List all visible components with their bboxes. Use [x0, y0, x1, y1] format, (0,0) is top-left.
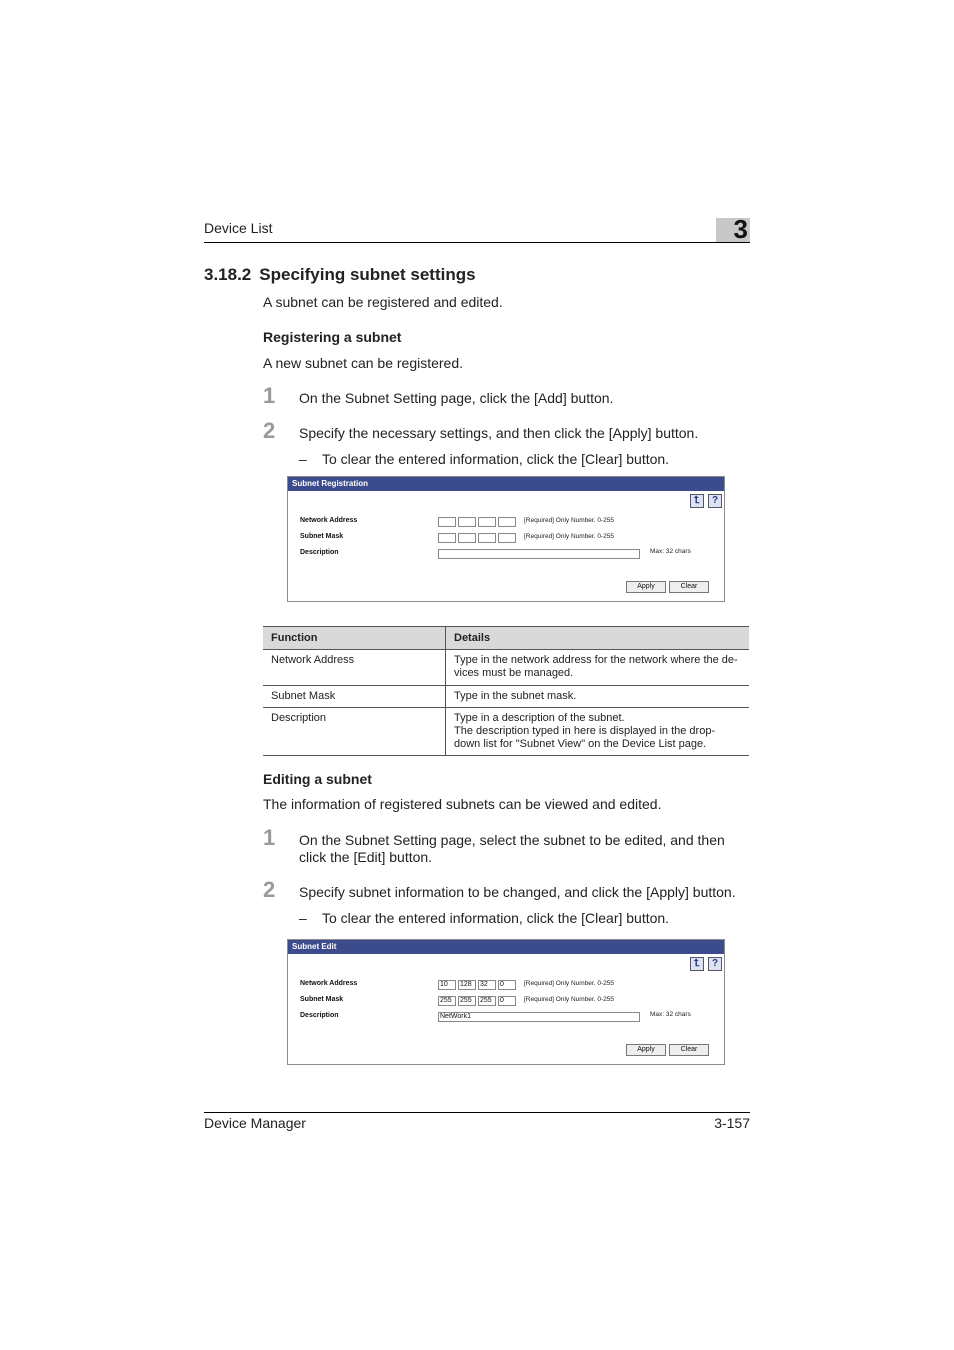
network-address-octet-4[interactable] [498, 517, 516, 527]
details-cell: Type in the network address for the network where the de-vices must be managed. [446, 650, 750, 686]
table-header-row [263, 627, 749, 650]
description-label: Description [300, 1012, 339, 1019]
section-number: 3.18.2 [204, 265, 252, 284]
description-hint: Max: 32 chars [650, 1011, 691, 1018]
details-line-2: The description typed in here is displayed in the drop-down list for "Subnet View" on the Device List page. [454, 725, 716, 750]
description-hint: Max: 32 chars [650, 548, 691, 555]
subnet-mask-octet-4[interactable] [498, 533, 516, 543]
edit-step-2-number: 2 [263, 877, 276, 902]
network-address-octet-1[interactable]: 10 [438, 980, 456, 990]
edit-step-1-number: 1 [263, 825, 276, 850]
function-cell: Description [263, 708, 446, 756]
edit-intro: The information of registered subnets can be viewed and edited. [263, 796, 662, 812]
running-header: Device List [204, 220, 273, 236]
edit-step-1-text: On the Subnet Setting page, select the subnet to be edited, and then click the [Edit] button. [299, 832, 725, 865]
subnet-edit-panel [287, 939, 725, 1065]
network-address-octet-2[interactable]: 128 [458, 980, 476, 990]
register-step-1-number: 1 [263, 383, 276, 408]
subnet-mask-octet-2[interactable] [458, 533, 476, 543]
function-cell: Subnet Mask [263, 686, 446, 708]
table-row [263, 708, 749, 756]
table-row [263, 686, 749, 708]
help-icon[interactable]: ? [708, 494, 722, 508]
description-input[interactable] [438, 549, 640, 559]
network-address-hint: [Required] Only Number. 0-255 [524, 980, 614, 987]
subnet-mask-hint: [Required] Only Number. 0-255 [524, 996, 614, 1003]
register-heading: Registering a subnet [263, 329, 402, 345]
function-table [263, 626, 749, 756]
subnet-mask-octet-3[interactable] [478, 533, 496, 543]
column-header-function: Function [263, 627, 446, 650]
network-address-octet-3[interactable] [478, 517, 496, 527]
back-up-icon[interactable]: ⮤ [690, 957, 704, 971]
page-number: 3-157 [714, 1115, 750, 1131]
back-up-icon[interactable]: ⮤ [690, 494, 704, 508]
section-title-text: Specifying subnet settings [259, 265, 476, 284]
description-input[interactable]: NetWork1 [438, 1012, 640, 1022]
subnet-mask-octet-1[interactable]: 255 [438, 996, 456, 1006]
network-address-octet-1[interactable] [438, 517, 456, 527]
panel-title-bar: Subnet Registration [288, 477, 724, 491]
register-note-dash: – [299, 451, 307, 467]
network-address-octet-2[interactable] [458, 517, 476, 527]
details-cell: Type in the subnet mask. [446, 686, 750, 708]
edit-note: To clear the entered information, click the [Clear] button. [322, 910, 670, 926]
register-step-2-text: Specify the necessary settings, and then click the [Apply] button. [299, 425, 699, 441]
apply-button[interactable]: Apply [626, 1044, 666, 1056]
apply-button[interactable]: Apply [626, 581, 666, 593]
subnet-mask-octet-1[interactable] [438, 533, 456, 543]
network-address-label: Network Address [300, 517, 358, 524]
network-address-label: Network Address [300, 980, 358, 987]
footer-rule [204, 1112, 750, 1113]
register-step-2-number: 2 [263, 418, 276, 443]
footer-title: Device Manager [204, 1115, 306, 1131]
subnet-mask-octet-4[interactable]: 0 [498, 996, 516, 1006]
header-rule [204, 242, 750, 243]
section-title [204, 265, 476, 285]
table-row [263, 650, 749, 686]
edit-note-dash: – [299, 910, 307, 926]
register-note: To clear the entered information, click the [Clear] button. [322, 451, 670, 467]
section-intro: A subnet can be registered and edited. [263, 294, 503, 310]
register-intro: A new subnet can be registered. [263, 355, 464, 371]
details-cell [446, 708, 750, 756]
subnet-mask-label: Subnet Mask [300, 533, 344, 540]
subnet-mask-label: Subnet Mask [300, 996, 344, 1003]
edit-heading: Editing a subnet [263, 771, 372, 787]
clear-button[interactable]: Clear [669, 1044, 709, 1056]
chapter-number: 3 [733, 214, 748, 244]
edit-step-2-text: Specify subnet information to be changed, and click the [Apply] button. [299, 884, 736, 900]
subnet-mask-hint: [Required] Only Number. 0-255 [524, 533, 614, 540]
function-cell: Network Address [263, 650, 446, 686]
network-address-octet-3[interactable]: 32 [478, 980, 496, 990]
description-label: Description [300, 549, 339, 556]
register-step-1-text: On the Subnet Setting page, click the [Add] button. [299, 390, 614, 406]
column-header-details: Details [446, 627, 750, 650]
help-icon[interactable]: ? [708, 957, 722, 971]
subnet-registration-panel [287, 476, 725, 602]
panel-title-bar: Subnet Edit [288, 940, 724, 954]
network-address-octet-4[interactable]: 0 [498, 980, 516, 990]
subnet-mask-octet-2[interactable]: 255 [458, 996, 476, 1006]
details-line-1: Type in a description of the subnet. [454, 712, 625, 724]
subnet-mask-octet-3[interactable]: 255 [478, 996, 496, 1006]
clear-button[interactable]: Clear [669, 581, 709, 593]
network-address-hint: [Required] Only Number. 0-255 [524, 517, 614, 524]
